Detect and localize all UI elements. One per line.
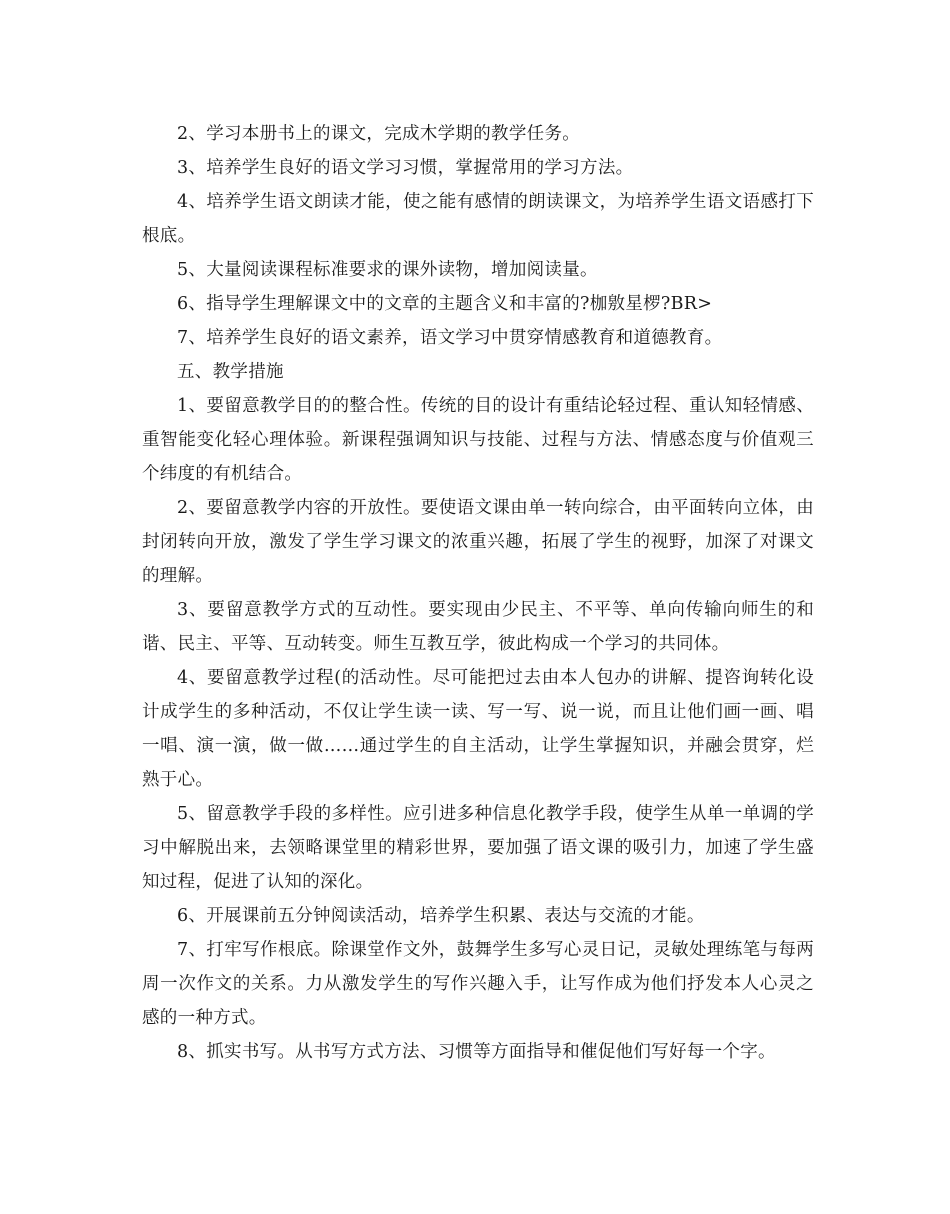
- paragraph-measure-8: 8、抓实书写。从书写方式方法、习惯等方面指导和催促他们写好每一个字。: [177, 1042, 776, 1062]
- section-heading-measures: 五、教学措施: [177, 362, 284, 382]
- paragraph-measure-7: 7、打牢写作根底。除课堂作文外，鼓舞学生多写心灵日记，灵敏处理练笔与每两周一次作文的关系。力从激发学生的写作兴趣入手，让写作成为他们抒发本人心灵之感的一种方式。: [142, 940, 814, 1028]
- paragraph-measure-2: 2、要留意教学内容的开放性。要使语文课由单一转向综合，由平面转向立体，由封闭转向开放，激发了学生学习课文的浓重兴趣，拓展了学生的视野，加深了对课文的理解。: [142, 498, 814, 586]
- document-body: [142, 117, 814, 1069]
- paragraph-goal-2: 2、学习本册书上的课文，完成木学期的教学任务。: [177, 124, 581, 144]
- paragraph-goal-5: 5、大量阅读课程标准要求的课外读物，增加阅读量。: [177, 260, 598, 280]
- paragraph-goal-7: 7、培养学生良好的语文素养，语文学习中贯穿情感教育和道德教育。: [177, 328, 723, 348]
- paragraph-measure-4: 4、要留意教学过程(的活动性。尽可能把过去由本人包办的讲解、提咨询转化设计成学生的多种活动，不仅让学生读一读、写一写、说一说，而且让他们画一画、唱一唱、演一演，做一做……通过学生的自主活动，让学生掌握知识，并融会贯穿，烂熟于心。: [142, 668, 814, 790]
- paragraph-measure-5: 5、留意教学手段的多样性。应引进多种信息化教学手段，使学生从单一单调的学习中解脱出来，去领略课堂里的精彩世界，要加强了语文课的吸引力，加速了学生盛知过程，促进了认知的深化。: [142, 804, 814, 892]
- paragraph-measure-3: 3、要留意教学方式的互动性。要实现由少民主、不平等、单向传输向师生的和谐、民主、平等、互动转变。师生互教互学，彼此构成一个学习的共同体。: [142, 600, 814, 654]
- paragraph-goal-6: 6、指导学生理解课文中的文章的主题含义和丰富的?枷敫星椤?BR>: [177, 294, 713, 314]
- paragraph-goal-3: 3、培养学生良好的语文学习习惯，掌握常用的学习方法。: [177, 158, 634, 178]
- paragraph-measure-6: 6、开展课前五分钟阅读活动，培养学生积累、表达与交流的才能。: [177, 906, 705, 926]
- paragraph-goal-4: 4、培养学生语文朗读才能，使之能有感情的朗读课文，为培养学生语文语感打下根底。: [142, 192, 814, 246]
- paragraph-measure-1: 1、要留意教学目的的整合性。传统的目的设计有重结论轻过程、重认知轻情感、重智能变化轻心理体验。新课程强调知识与技能、过程与方法、情感态度与价值观三个纬度的有机结合。: [142, 396, 814, 484]
